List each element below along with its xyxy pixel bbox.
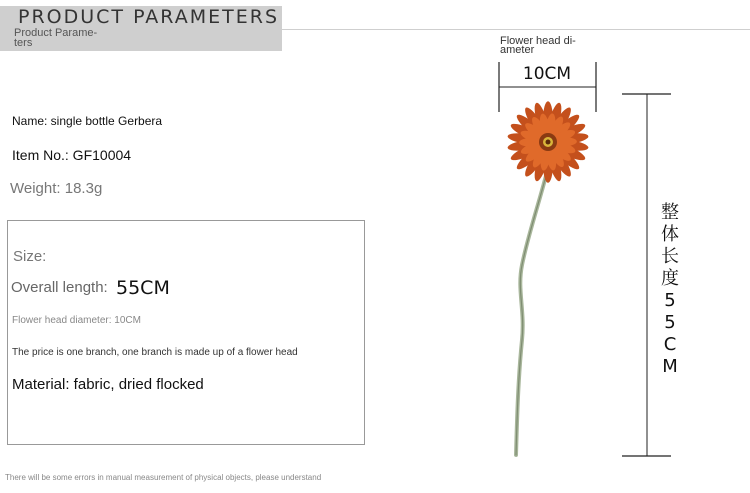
size-label: Size:: [13, 248, 47, 265]
total-length-char: 5: [664, 290, 676, 311]
material: Material: fabric, dried flocked: [12, 376, 204, 393]
diameter-title: Flower head di-ameter: [500, 35, 576, 56]
flower-head: [507, 101, 589, 183]
product-weight: Weight: 18.3g: [10, 180, 103, 197]
product-name: Name: single bottle Gerbera: [12, 114, 163, 128]
total-length-label: [659, 202, 681, 378]
footer-note: There will be some errors in manual measurement of physical objects, please understand: [5, 473, 322, 482]
total-length-char: 度: [661, 268, 679, 289]
page-subtitle: Product Parame-ters: [14, 27, 98, 49]
flower-stem: [516, 168, 548, 455]
total-length-char: C: [663, 334, 677, 355]
diameter-value: 10CM: [522, 64, 572, 84]
flower-center-dot: [546, 140, 551, 145]
total-length-char: 5: [664, 312, 676, 333]
total-length-char: 长: [661, 246, 679, 267]
overall-length-label: Overall length:: [11, 279, 108, 296]
price-note: The price is one branch, one branch is made up of a flower head: [12, 347, 298, 358]
overall-length-value: 55CM: [116, 277, 170, 299]
page-title: PRODUCT PARAMETERS: [18, 6, 280, 28]
total-length-char: 体: [661, 224, 679, 245]
total-length-char: M: [662, 356, 678, 377]
item-number: Item No.: GF10004: [12, 147, 132, 163]
flower-head-diameter: Flower head diameter: 10CM: [12, 315, 141, 326]
total-length-char: 整: [661, 202, 679, 223]
